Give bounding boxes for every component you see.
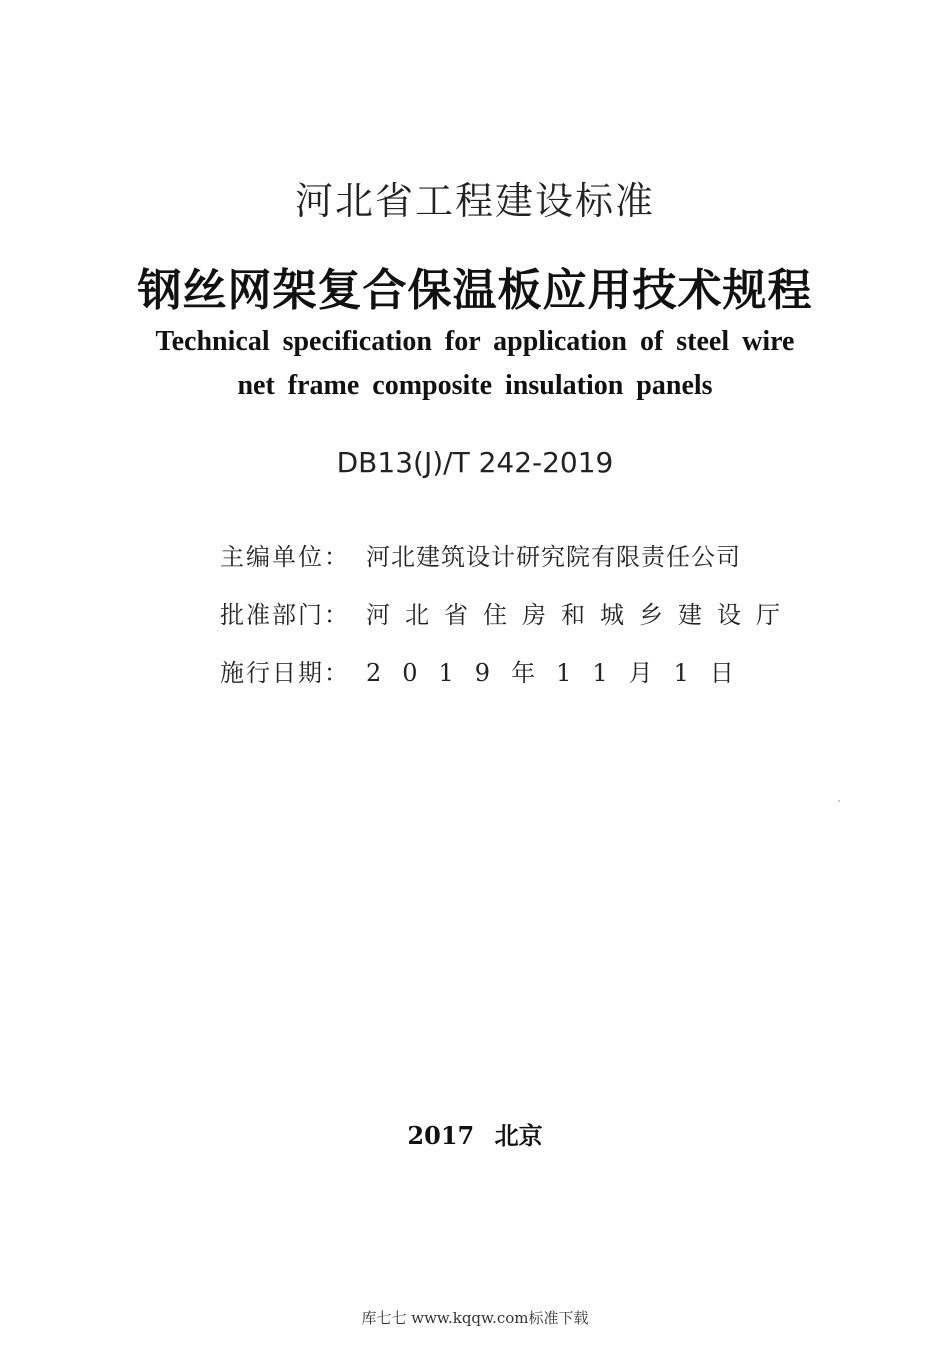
info-value: 2019年11月1日 bbox=[366, 659, 755, 687]
info-label: 主编单位： bbox=[220, 543, 350, 571]
standard-code: DB13(J)/T 242-2019 bbox=[336, 446, 614, 479]
publish-place-year: 2017 北京 bbox=[407, 1121, 543, 1150]
info-label: 施行日期： bbox=[220, 659, 350, 687]
info-value: 河北省住房和城乡建设厅 bbox=[366, 601, 795, 629]
series-title: 河北省工程建设标准 bbox=[294, 179, 655, 223]
english-title-line-1: Technical specification for application of steel wire bbox=[155, 326, 795, 357]
scan-speck bbox=[838, 800, 840, 802]
english-title-line-2: net frame composite insulation panels bbox=[237, 370, 713, 401]
info-row-effective-date bbox=[220, 653, 760, 689]
info-label: 批准部门： bbox=[220, 601, 350, 629]
info-value: 河北建筑设计研究院有限责任公司 bbox=[366, 543, 741, 571]
info-row-chief-editor bbox=[220, 537, 760, 573]
info-row-approving-department bbox=[220, 595, 795, 631]
watermark-text: 库七七 www.kqqw.com标准下载 bbox=[361, 1309, 589, 1327]
main-title: 钢丝网架复合保温板应用技术规程 bbox=[137, 265, 813, 316]
